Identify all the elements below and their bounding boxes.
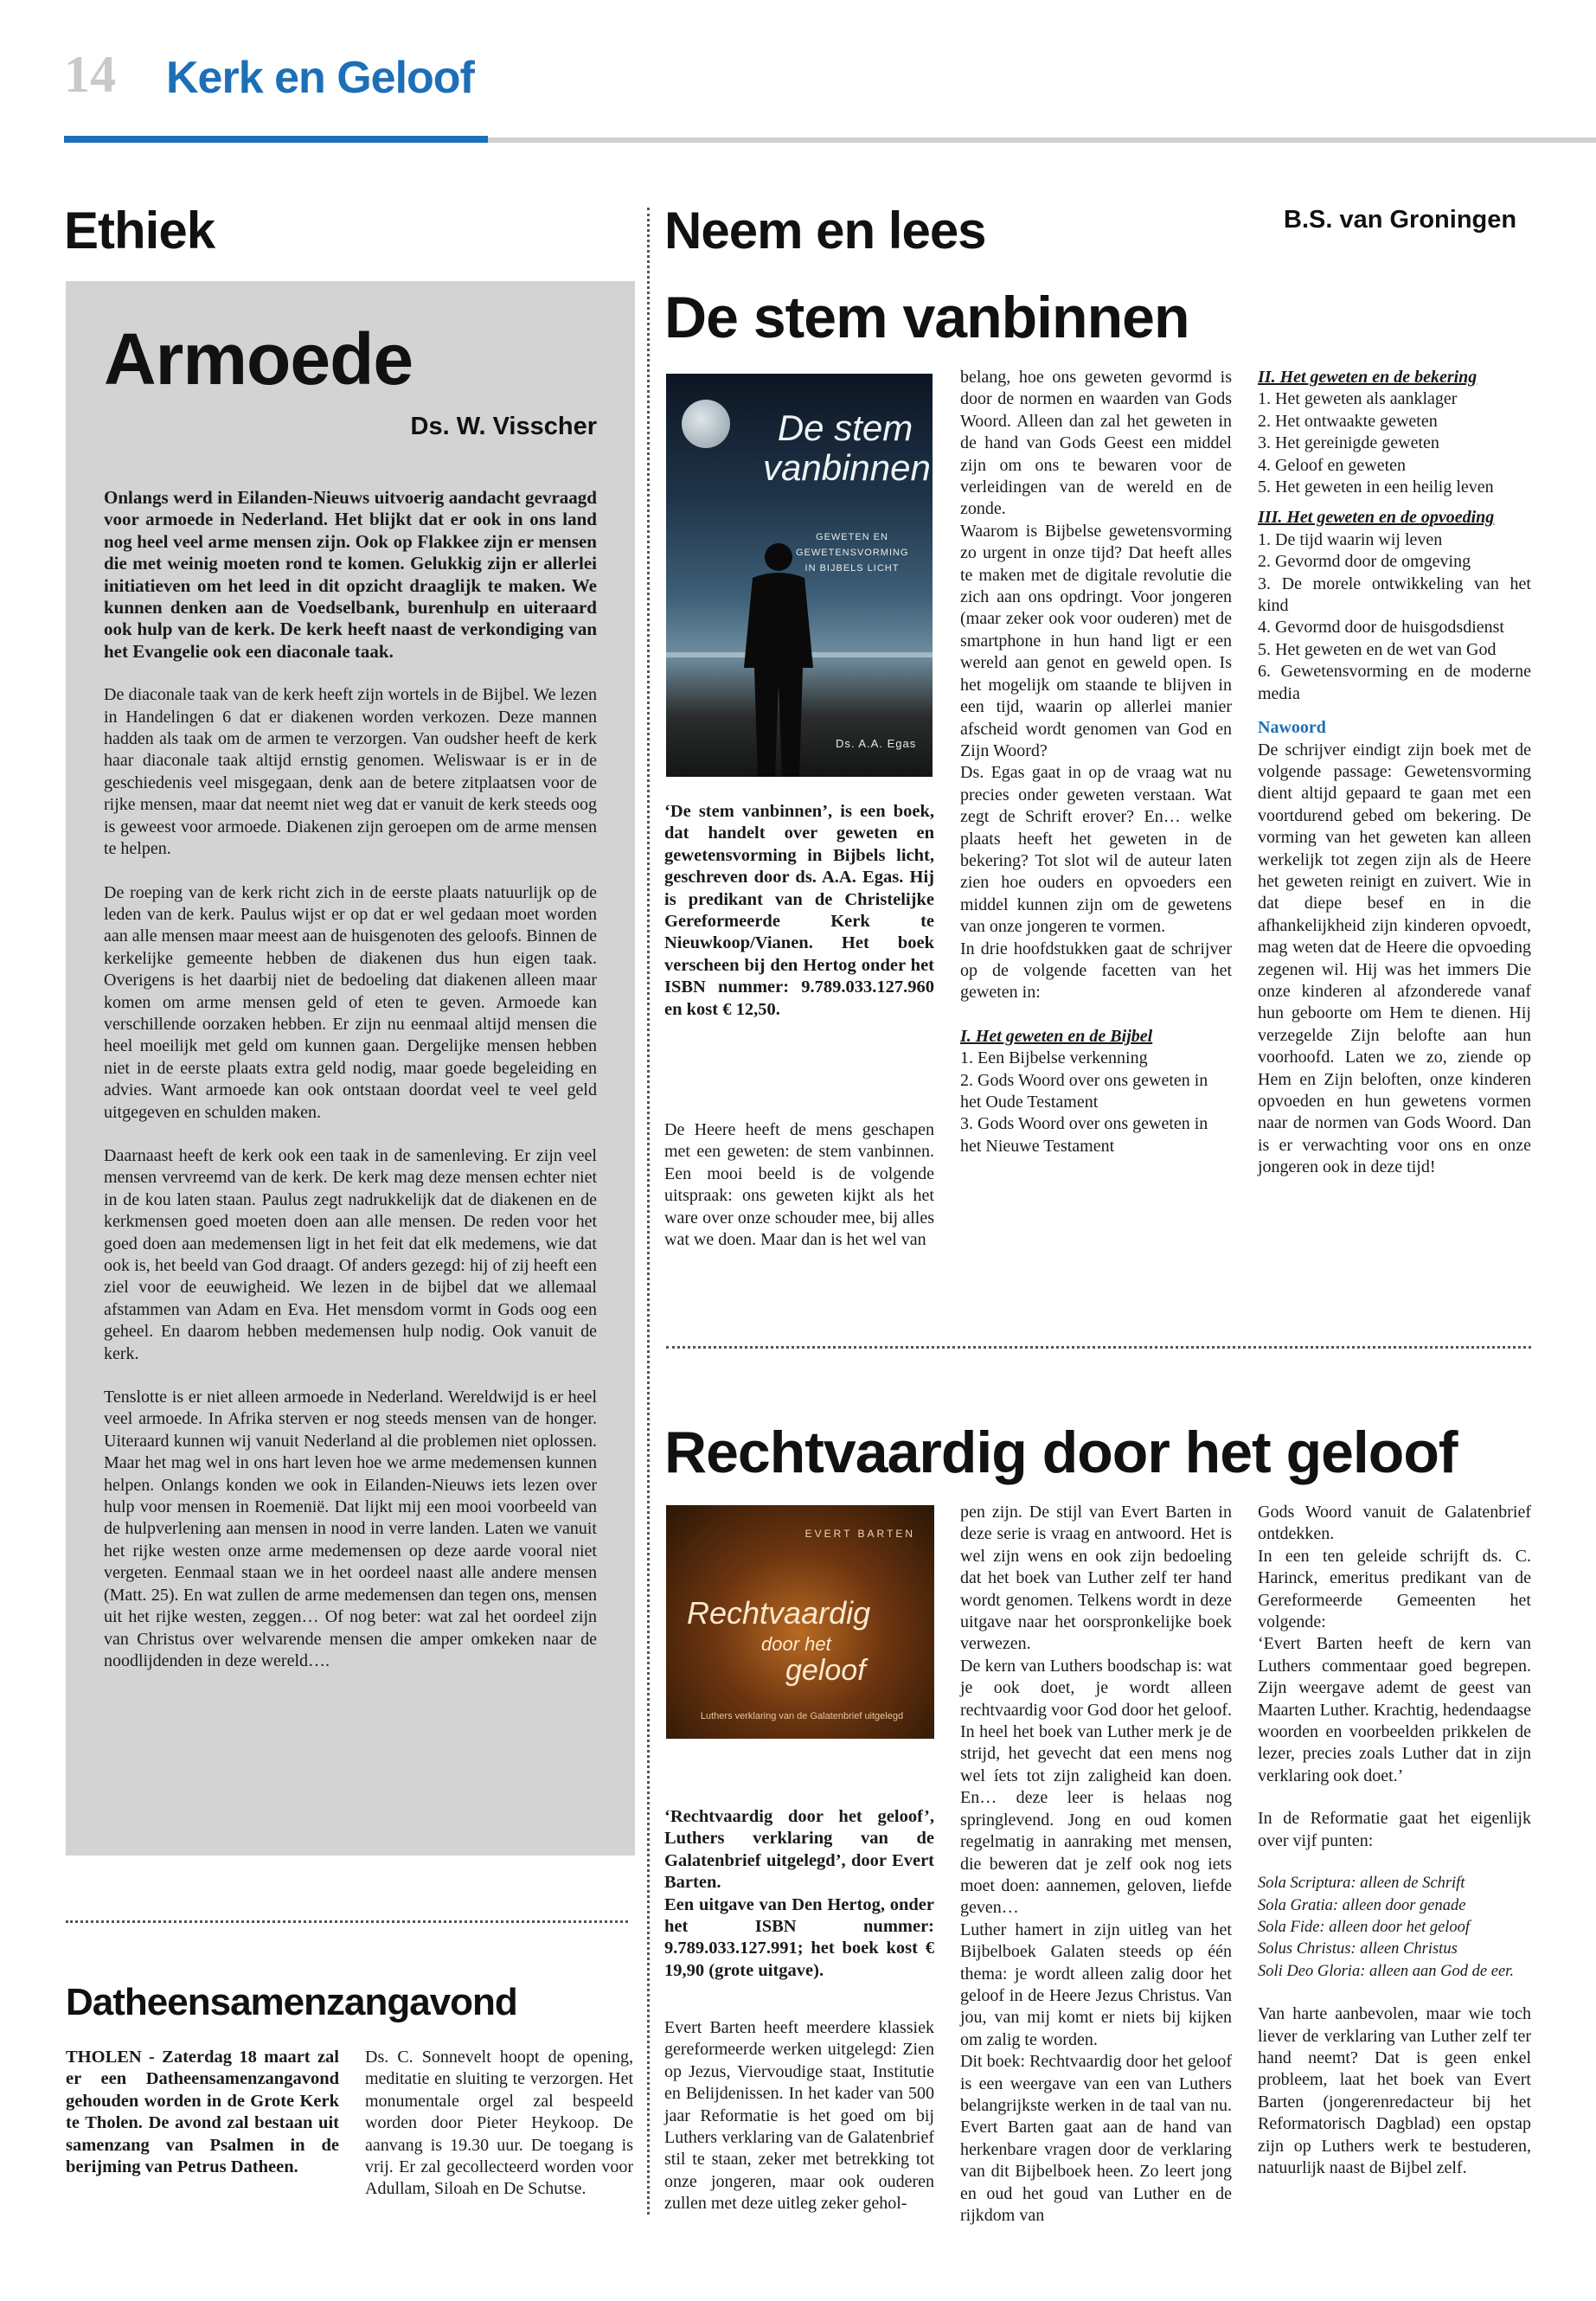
sola-item: Sola Fide: alleen door het geloof xyxy=(1258,1918,1471,1936)
rechtvaardig-paragraph: Van harte aanbevolen, maar wie toch liever de verklaring van Luther zelf ter hand neemt? Dat is geen enkel probleem, laat het boek van Evert Barten (jongerenredacteur bij het Reformatorisch Dagblad) een opstap zijn op Luthers werk te bestuderen, natuurlijk naast de Bijbel zelf. xyxy=(1258,2004,1531,2177)
stem-col2 xyxy=(960,367,1232,1157)
armoede-paragraph: De roeping van de kerk richt zich in de eerste plaats natuurlijk op de leden van de kerk. Paulus wijst er op dat er wel gedaan moet worden aan alle mensen maar meest aan de huisgenoten des geloofs. Binnen de kerkelijke gemeente hebben de diakenen dus hun eigen taak. Overigens is het daarbij niet de bedoeling dat diakenen alleen maar komen om arme mensen geld of eten te geven. Armoede kan verschillende oorzaken hebben. Er zijn nu eenmaal altijd mensen die heel moeilijk met geld om kunnen gaan. Dergelijke mensen hebben niet in de eerste plaats extra geld nodig, maar goede begeleiding en advies. Want armoede kan ook ontstaan doordat veel te veel geld uitgegeven en schulden maken. xyxy=(104,882,597,1122)
caption-line: ‘Rechtvaardig door het geloof’, Luthers verklaring van de Galatenbrief uitgelegd’, door Evert Barten. xyxy=(664,1807,934,1893)
caption-line: Een uitgave van Den Hertog, onder het ISBN nummer: 9.789.033.127.991; het boek kost € 19,90 (grote uitgave). xyxy=(664,1894,934,1980)
cover2-title-line: geloof xyxy=(785,1654,866,1687)
stem-paragraph: In drie hoofdstukken gaat de schrijver op de volgende facetten van het geweten in: xyxy=(960,939,1232,1003)
cover2-title-line: door het xyxy=(761,1633,831,1655)
chapter-item: 3. Het gereinigde geweten xyxy=(1258,433,1439,453)
chapter-item: 6. Gewetensvorming en de moderne media xyxy=(1258,662,1531,703)
neem-en-lees-label: Neem en lees xyxy=(664,202,986,260)
dathenen-lead: THOLEN - Zaterdag 18 maart zal er een Datheensamenzangavond gehouden worden in de Grote Kerk te Tholen. De avond zal bestaan uit samenzang van Psalmen in de berijming van Petrus Datheen. xyxy=(66,2048,339,2177)
rechtvaardig-paragraph: Dit boek: Rechtvaardig door het geloof is een weergave van een van Luthers belangrijkste werken in de taal van nu. Evert Barten gaat aan de hand van herkenbare vragen door de verklaring van dit Bijbelboek heen. Zo leert jong en oud het goud van Luther en de rijkdom van xyxy=(960,2052,1232,2225)
armoede-box xyxy=(66,281,635,1856)
cover2-author: EVERT BARTEN xyxy=(804,1528,915,1540)
armoede-paragraph: De diaconale taak van de kerk heeft zijn wortels in de Bijbel. We lezen in Handelingen 6 dat er diakenen worden verkozen. Deze mannen hadden als taak om de armen te verzorgen. Van oudsher heeft de kerk haar diaconale taak altijd ernstig genomen. Weliswaar is er in de geschiedenis veel misgegaan, denk aan de betere zitplaatsen voor de rijke mensen, maar dat neemt niet weg dat er vanuit de kerk steeds oog is geweest voor armoede. Diakenen zijn geroepen om de arme mensen te helpen. xyxy=(104,685,597,859)
rechtvaardig-paragraph: Luther hamert in zijn uitleg van het Bijbelboek Galaten steeds op één thema: je wordt alleen zalig door het geloof in de Heere Jezus Christus. Van jou, van mij komt er niets bij kijken om zalig te worden. xyxy=(960,1920,1232,2049)
solas-list xyxy=(1258,1873,1531,1983)
chapter-item: 5. Het geweten en de wet van God xyxy=(1258,639,1497,659)
ethiek-label: Ethiek xyxy=(64,202,215,260)
rechtvaardig-col2 xyxy=(960,1502,1232,2227)
chapter1-heading: I. Het geweten en de Bijbel xyxy=(960,1026,1153,1046)
rechtvaardig-paragraph: In de Reformatie gaat het eigenlijk over vijf punten: xyxy=(1258,1809,1531,1850)
nawoord-heading: Nawoord xyxy=(1258,718,1326,738)
nawoord-text: De schrijver eindigt zijn boek met de volgende passage: Gewetensvorming dient altijd gepaard te gaan met een voortdurend gebed om bekering. De vorming van het geweten kan alleen werkelijk tot zegen zijn als de Heere het geweten reinigt en zuivert. Wie in dat diepe besef en in die afhankelijkheid zijn kinderen opvoedt, mag weten dat de Heere die opvoeding zegenen wil. Hij was het immers Die onze kinderen al afzonderede vanaf hun geboorte om Hem te dienen. Hij verzegelde Zijn belofte aan hun voorhoofd. Laten we zo, ziende op Hem en Zijn beloften, onze kinderen opvoeden en hun gewetens vormen naar de normen van Gods Woord. Dan is er verwachting voor ons en onze jongeren ook in deze tijd! xyxy=(1258,740,1531,1177)
armoede-paragraph: Tenslotte is er niet alleen armoede in Nederland. Wereldwijd is er heel veel armoede. In Afrika sterven er nog steeds mensen van de honger. Uiteraard kunnen wij vanuit Nederland al die problemen niet oplossen. Maar het mag wel in ons hart leven hoe we arme medemensen kunnen helpen. Onlangs konden we ook in Eilanden-Nieuws iets lezen over hulp voor mensen in Roemenië. Dat lijkt mij een mooi voorbeeld van de hulpverlening aan mensen in nood in verre landen. Laten we vanuit het rijke westen onze arme medemensen op deze aarde vooral niet vergeten. Eenmaal staan we in het oordeel naast alle andere mensen (Matt. 25). En wat zullen de arme medemensen dan tegen ons, mensen uit het rijke westen, zeggen… Of nog beter: wat zal het oordeel zijn van Christus over welvarende mensen die amper omkeken naar de noodlijdenden in deze wereld…. xyxy=(104,1388,597,1670)
armoede-title: Armoede xyxy=(104,318,413,400)
stem-caption: ‘De stem vanbinnen’, is een boek, dat handelt over geweten en gewetensvorming in Bijbels licht, geschreven door ds. A.A. Egas. Hij is predikant van de Christelijke Gereformeerde Kerk te Nieuwkoop/Vianen. Het boek verscheen bij den Hertog onder het ISBN nummer: 9.789.033.127.960 en kost € 12,50. xyxy=(664,802,934,1019)
header-rule-accent xyxy=(64,136,488,143)
book-cover-rechtvaardig xyxy=(666,1505,934,1739)
cover2-subtitle: Luthers verklaring van de Galatenbrief uitgelegd xyxy=(700,1711,904,1721)
cover-title-line: De stem xyxy=(777,407,913,448)
chapter-item: 3. De morele ontwikkeling van het kind xyxy=(1258,574,1531,616)
chapter-item: 2. Gods Woord over ons geweten in het Oude Testament xyxy=(960,1070,1208,1112)
cover-author: Ds. A.A. Egas xyxy=(836,737,917,750)
moon-icon xyxy=(682,400,730,448)
header-rule xyxy=(488,138,1596,143)
cover-title xyxy=(763,407,931,488)
sola-item: Soli Deo Gloria: alleen aan God de eer. xyxy=(1258,1962,1514,1980)
chapter-item: 3. Gods Woord over ons geweten in het Nieuwe Testament xyxy=(960,1114,1208,1156)
section-title: Kerk en Geloof xyxy=(166,53,474,103)
sola-item: Sola Scriptura: alleen de Schrift xyxy=(1258,1875,1465,1893)
stem-vanbinnen-title: De stem vanbinnen xyxy=(664,285,1189,350)
cover-title-line: vanbinnen xyxy=(763,447,931,488)
book-cover-stem-vanbinnen xyxy=(666,374,933,777)
chapter3-list xyxy=(1258,529,1531,705)
chapter-item: 1. Een Bijbelse verkenning xyxy=(960,1048,1148,1068)
stem-paragraph: Ds. Egas gaat in op de vraag wat nu precies onder geweten verstaan. Wat zegt de Schrift erover? En… welke plaats heeft het geweten in de bekering? Tot slot wil de auteur laten zien hoe ouders en opvoeders een middel kunnen zijn om de gewetens van onze jongeren te vormen. xyxy=(960,763,1232,937)
armoede-intro: Onlangs werd in Eilanden-Nieuws uitvoerig aandacht gevraagd voor armoede in Nederland. Het blijkt dat er ook in ons land nog heel veel arme mensen zijn. Ook op Flakkee zijn er mensen die met weinig moeten rond te komen. Gelukkig zijn er allerlei initiatieven om het leed in dit opzicht draaglijk te maken. We kunnen denken aan de Voedselbank, burenhulp en uiteraard ook hulp van de kerk. De kerk heeft naast de verkondiging van het Evangelie ook een diaconale taak. xyxy=(104,487,597,662)
rechtvaardig-title: Rechtvaardig door het geloof xyxy=(664,1420,1458,1485)
review-author: B.S. van Groningen xyxy=(1284,206,1517,234)
chapter3-heading: III. Het geweten en de opvoeding xyxy=(1258,508,1495,528)
chapter-item: 1. De tijd waarin wij leven xyxy=(1258,529,1443,549)
stem-col1-text: De Heere heeft de mens geschapen met een geweten: de stem vanbinnen. Een mooi beeld is de volgende uitspraak: ons geweten kijkt als het ware over onze schouder mee, bij alles wat we doen. Maar dan is het wel van xyxy=(664,1120,934,1250)
rechtvaardig-paragraph: De kern van Luthers boodschap is: wat je ook doet, je wordt alleen rechtvaardig voor God door het geloof. In heel het boek van Luther merk je de strijd, het gevecht dat een mens nog wel íets tot zijn zaligheid kan doen. En… deze leer is helaas nog springlevend. Jong en oud komen regelmatig in aanraking met mensen, die beweren dat je zelf ook nog iets moet doen: aannemen, geloven, liefde geven… xyxy=(960,1656,1232,1918)
silhouette-figure xyxy=(727,538,830,777)
stem-paragraph: Waarom is Bijbelse gewetensvorming zo urgent in onze tijd? Dat heeft alles te maken met de digitale revolutie die zich aan ons opdringt. Voor jongeren (maar zeker ook voor ouderen) met de smartphone in hun hand ligt er een wereld aan genot en geweld open. Is het mogelijk om staande te blijven in een tijd, waarin op allerlei manier afscheid wordt genomen van God en Zijn Woord? xyxy=(960,521,1232,760)
dathenen-title: Datheensamenzangavond xyxy=(66,1981,517,2023)
chapter1-list xyxy=(960,1048,1232,1157)
sola-item: Sola Gratia: alleen door genade xyxy=(1258,1896,1466,1914)
sola-item: Solus Christus: alleen Christus xyxy=(1258,1940,1458,1958)
chapter-item: 4. Geloof en geweten xyxy=(1258,455,1407,475)
armoede-paragraph: Daarnaast heeft de kerk ook een taak in de samenleving. Er zijn veel mensen vervreemd van de kerk. De kerk mag deze mensen echter niet in de kou laten staan. Paulus zegt nadrukkelijk dat de diakenen en de kerkmensen goed moeten doen aan alle mensen. De reden voor het goed doen aan medemensen ligt in het feit dat elk medemens, wie dat ook is, het beeld van God draagt. Of anders gezegd: hij of zij heeft een ziel voor de eeuwigheid. We lezen in de bijbel dat we allemaal afstammen van Adam en Eva. Het mensdom vormt in Gods oog een geheel. En daarom hebben medemensen hulp nodig. Ook vanuit de kerk. xyxy=(104,1145,597,1363)
chapter-item: 5. Het geweten in een heilig leven xyxy=(1258,478,1494,497)
chapter2-heading: II. Het geweten en de bekering xyxy=(1258,368,1477,387)
armoede-author: Ds. W. Visscher xyxy=(410,413,597,440)
rechtvaardig-paragraph: pen zijn. De stijl van Evert Barten in deze serie is vraag en antwoord. Het is wel zijn wens en ook zijn bedoeling dat het boek van Luther zelf ter hand wordt genomen. Telkens wordt in deze uitgave naar het oorspronkelijke boek verwezen. xyxy=(960,1503,1232,1654)
rechtvaardig-paragraph: In een ten geleide schrijft ds. C. Harinck, emeritus predikant van de Gereformeerde Gemeenten het volgende: xyxy=(1258,1546,1531,1632)
chapter-item: 2. Het ontwaakte geweten xyxy=(1258,411,1438,431)
section-divider-left xyxy=(66,1920,628,1923)
dathenen-body: Ds. C. Sonnevelt hoopt de opening, meditatie en sluiting te verzorgen. Het monumentale orgel zal bespeeld worden door Pieter Heykoop. De aanvang is 19.30 uur. De toegang is vrij. Er zal gecollecteerd worden voor Adullam, Siloah en De Schutse. xyxy=(365,2048,633,2199)
rechtvaardig-col1-text: Evert Barten heeft meerdere klassiek gereformeerde werken uitgelegd: Zien op Jezus, Viervoudige staat, Institutie en Belijdenissen. In het kader van 500 jaar Reformatie is het goed om bij Luthers verklaring van de Galatenbrief stil te staan, zeker met betrekking tot onze jongeren, maar ook ouderen zullen met deze uitleg zeker gehol- xyxy=(664,2018,934,2214)
column-divider xyxy=(647,208,650,2214)
chapter-item: 1. Het geweten als aanklager xyxy=(1258,389,1458,409)
rechtvaardig-paragraph: Gods Woord vanuit de Galatenbrief ontdekken. xyxy=(1258,1503,1531,1544)
cover2-title-line: Rechtvaardig xyxy=(687,1595,871,1631)
chapter2-list xyxy=(1258,388,1531,498)
cover-subtitle: GEWETEN EN GEWETENSVORMING IN BIJBELS LICHT xyxy=(796,532,909,574)
section-divider xyxy=(666,1346,1531,1349)
rechtvaardig-caption xyxy=(664,1806,934,1982)
chapter-item: 2. Gevormd door de omgeving xyxy=(1258,552,1471,572)
rechtvaardig-quote: ‘Evert Barten heeft de kern van Luthers commentaar goed begrepen. Zijn weergave ademt de geest van Maarten Luther. Krachtig, hedendaagse woorden en voorbeelden prikkelen de lezer, precies zoals Luther dat in zijn verklaring ook doet.’ xyxy=(1258,1634,1531,1785)
stem-col3 xyxy=(1258,367,1531,1179)
chapter-item: 4. Gevormd door de huisgodsdienst xyxy=(1258,618,1504,638)
rechtvaardig-col3 xyxy=(1258,1502,1531,2179)
armoede-article xyxy=(104,487,597,1694)
page-number: 14 xyxy=(64,46,116,103)
stem-paragraph: belang, hoe ons geweten gevormd is door de normen en waarden van Gods Woord. Alleen dan zal het geweten in de hand van Gods Geest een middel zijn om ons te bewaren voor de verleidingen van de wereld en de zonde. xyxy=(960,368,1232,519)
